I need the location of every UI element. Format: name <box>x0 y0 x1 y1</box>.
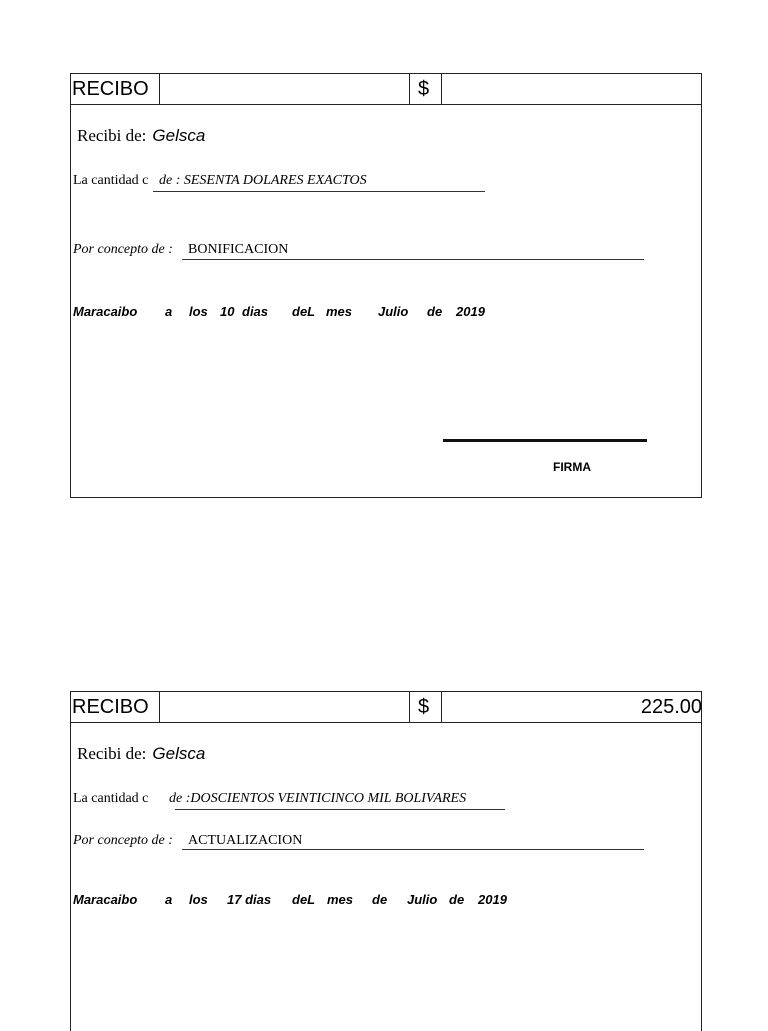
cantidad-label: La cantidad c <box>73 173 149 188</box>
signature-line <box>443 439 647 442</box>
receipt-header <box>71 692 701 723</box>
receipt-1 <box>70 73 702 498</box>
date-word: deL <box>292 892 316 907</box>
cantidad-label: La cantidad c <box>73 791 149 806</box>
concepto-underline <box>182 259 644 260</box>
concepto-row <box>73 831 173 849</box>
amount-cell <box>442 692 703 722</box>
date-word: Maracaibo <box>73 892 138 907</box>
recibi-row <box>77 126 205 146</box>
date-word: mes <box>326 304 353 319</box>
cantidad-text: de : SESENTA DOLARES EXACTOS <box>159 173 367 188</box>
date-word: de <box>449 892 465 907</box>
blank-cell <box>160 74 410 104</box>
date-word: 2019 <box>478 892 507 907</box>
receipt-title: RECIBO <box>72 78 149 100</box>
recibi-label: Recibi de: <box>77 744 147 763</box>
currency-cell <box>410 692 442 722</box>
date-word: a <box>165 304 173 319</box>
cantidad-underline <box>153 191 485 192</box>
concepto-text: ACTUALIZACION <box>188 833 303 848</box>
concepto-label: Por concepto de : <box>73 242 173 257</box>
date-word: de <box>427 304 443 319</box>
concepto-value-row <box>188 831 302 849</box>
cantidad-row <box>73 171 148 189</box>
currency-symbol: $ <box>418 78 430 100</box>
cantidad-value-row <box>169 789 466 807</box>
date-word: deL <box>292 304 316 319</box>
title-cell <box>71 692 160 722</box>
amount-value: 225.00 <box>640 696 702 718</box>
recibi-name: Gelsca <box>152 744 206 763</box>
date-word: 10 <box>220 304 235 319</box>
recibi-name: Gelsca <box>152 126 206 145</box>
cantidad-value-row <box>159 171 367 189</box>
date-word: los <box>189 892 208 907</box>
cantidad-text: de :DOSCIENTOS VEINTICINCO MIL BOLIVARES <box>169 791 467 806</box>
receipt-2 <box>70 691 702 1031</box>
currency-symbol: $ <box>418 696 430 718</box>
concepto-underline <box>182 849 644 850</box>
concepto-row <box>73 240 173 258</box>
amount-cell <box>442 74 703 104</box>
date-word: Maracaibo <box>73 304 138 319</box>
blank-cell <box>160 692 410 722</box>
receipt-title: RECIBO <box>72 696 149 718</box>
date-word: Julio <box>407 892 438 907</box>
date-word: dias <box>242 304 269 319</box>
date-word: mes <box>327 892 354 907</box>
date-word: Julio <box>378 304 409 319</box>
cantidad-underline <box>175 809 505 810</box>
signature-label: FIRMA <box>553 460 591 474</box>
title-cell <box>71 74 160 104</box>
recibi-label: Recibi de: <box>77 126 147 145</box>
date-word: a <box>165 892 173 907</box>
concepto-value-row <box>188 240 288 258</box>
concepto-text: BONIFICACION <box>188 242 289 257</box>
date-word: 17 dias <box>227 892 272 907</box>
cantidad-row <box>73 789 148 807</box>
recibi-row <box>77 744 205 764</box>
date-word: 2019 <box>456 304 485 319</box>
date-word: de <box>372 892 388 907</box>
concepto-label: Por concepto de : <box>73 833 173 848</box>
date-word: los <box>189 304 208 319</box>
currency-cell <box>410 74 442 104</box>
receipt-header <box>71 74 701 105</box>
